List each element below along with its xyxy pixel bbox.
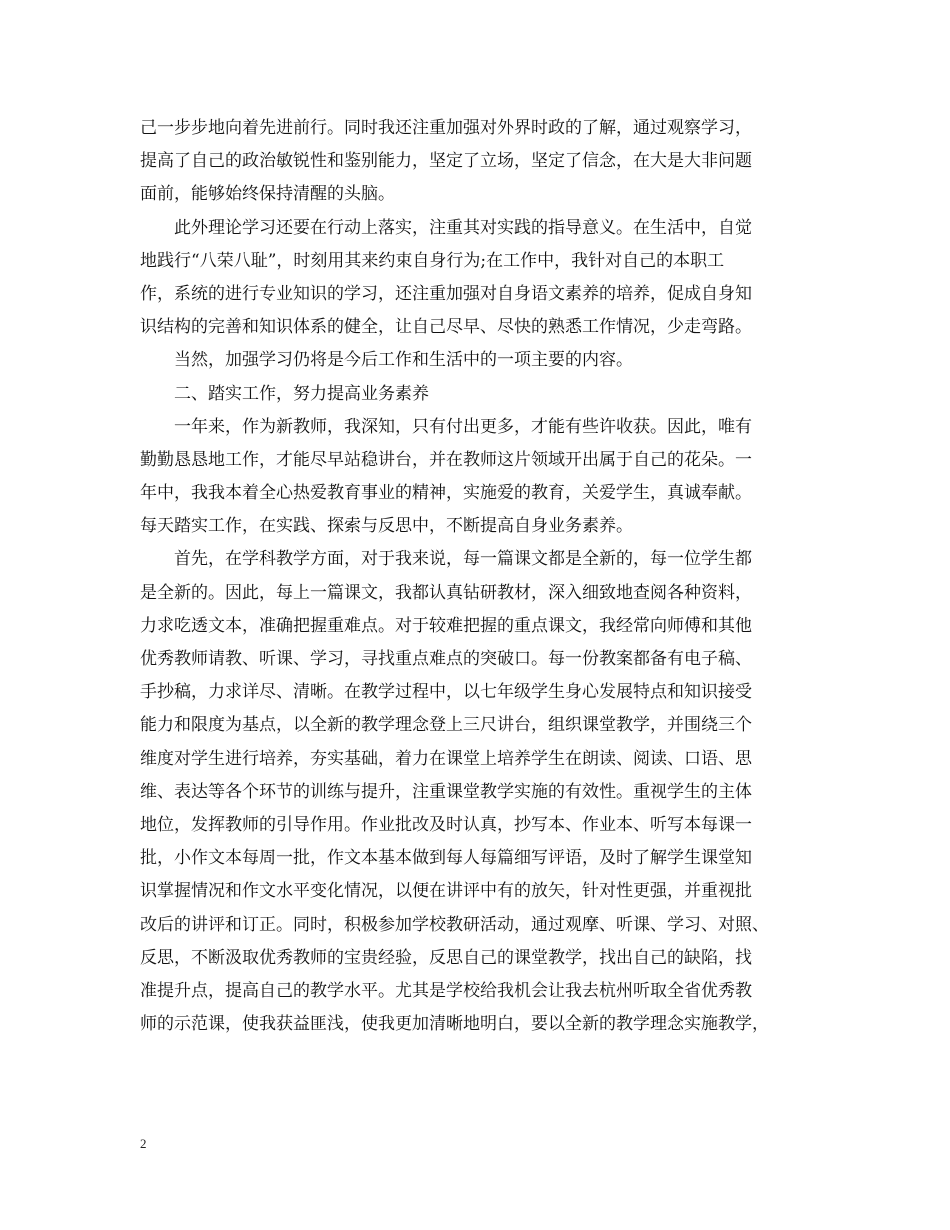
text-line: 一年来，作为新教师，我深知，只有付出更多，才能有些许收获。因此，唯有 [174, 416, 752, 437]
body-text [140, 112, 830, 1041]
text-line: 反思，不断汲取优秀教师的宝贵经验，反思自己的课堂教学，找出自己的缺陷，找 [140, 947, 752, 968]
text-line: 识结构的完善和知识体系的健全，让自己尽早、尽快的熟悉工作情况，少走弯路。 [140, 317, 752, 338]
text-line: 批，小作文本每周一批，作文本基本做到每人每篇细写评语，及时了解学生课堂知 [140, 848, 752, 869]
text-line: 力求吃透文本，准确把握重难点。对于较难把握的重点课文，我经常向师傅和其他 [140, 615, 752, 636]
page-number: 2 [140, 1136, 147, 1151]
text-line: 优秀教师请教、听课、学习，寻找重点难点的突破口。每一份教案都备有电子稿、 [140, 649, 752, 669]
text-line: 是全新的。因此，每上一篇课文，我都认真钻研教材，深入细致地查阅各种资料， [140, 582, 752, 603]
text-line: 二、踏实工作，努力提高业务素养 [174, 383, 429, 404]
text-line: 能力和限度为基点，以全新的教学理念登上三尺讲台，组织课堂教学，并围绕三个 [140, 715, 752, 736]
text-line: 每天踏实工作，在实践、探索与反思中，不断提高自身业务素养。 [140, 516, 633, 537]
text-line: 维度对学生进行培养，夯实基础，着力在课堂上培养学生在朗读、阅读、口语、思 [140, 748, 752, 769]
text-line: 提高了自己的政治敏锐性和鉴别能力，坚定了立场，坚定了信念，在大是大非问题 [140, 151, 752, 172]
text-line: 准提升点，提高自己的教学水平。尤其是学校给我机会让我去杭州听取全省优秀教 [140, 980, 752, 1001]
text-line: 作，系统的进行专业知识的学习，还注重加强对自身语文素养的培养，促成自身知 [140, 283, 752, 304]
text-line: 手抄稿，力求详尽、清晰。在教学过程中，以七年级学生身心发展特点和知识接受 [140, 682, 752, 703]
text-line: 首先，在学科教学方面，对于我来说，每一篇课文都是全新的，每一位学生都 [174, 549, 752, 570]
text-line: 改后的讲评和订正。同时，积极参加学校教研活动，通过观摩、听课、学习、对照、 [140, 914, 769, 935]
text-line: 地践行“八荣八耻”，时刻用其来约束自身行为;在工作中，我针对自己的本职工 [140, 250, 725, 271]
text-line: 师的示范课，使我获益匪浅，使我更加清晰地明白，要以全新的教学理念实施教学， [140, 1014, 769, 1035]
text-line: 此外理论学习还要在行动上落实，注重其对实践的指导意义。在生活中，自觉 [174, 217, 752, 238]
text-line: 当然，加强学习仍将是今后工作和生活中的一项主要的内容。 [174, 350, 633, 371]
text-line: 识掌握情况和作文水平变化情况，以便在讲评中有的放矢，针对性更强，并重视批 [140, 881, 752, 902]
text-line: 维、表达等各个环节的训练与提升，注重课堂教学实施的有效性。重视学生的主体 [140, 781, 752, 802]
text-line: 地位，发挥教师的引导作用。作业批改及时认真，抄写本、作业本、听写本每课一 [140, 814, 752, 835]
text-line: 勤勤恳恳地工作，才能尽早站稳讲台，并在教师这片领域开出属于自己的花朵。一 [140, 449, 752, 470]
text-line: 己一步步地向着先进前行。同时我还注重加强对外界时政的了解，通过观察学习， [140, 118, 752, 138]
text-line: 年中，我我本着全心热爱教育事业的精神，实施爱的教育，关爱学生，真诚奉献。 [140, 483, 752, 504]
text-line: 面前，能够始终保持清醒的头脑。 [140, 184, 395, 205]
